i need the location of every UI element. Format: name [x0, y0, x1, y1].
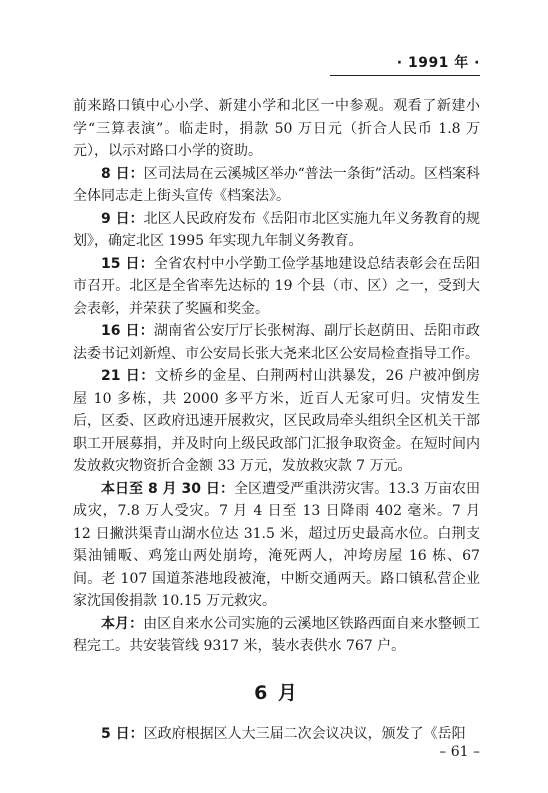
entry-paragraph [73, 613, 480, 658]
entry-text: 北区人民政府发布《岳阳市北区实施九年义务教育的规划》，确定北区 1995 年实现九年制义务教育。 [73, 210, 481, 249]
entry-date-label: 本月： [101, 615, 144, 632]
month-heading: 6 月 [254, 681, 299, 704]
entry-paragraph [73, 163, 480, 208]
header-year-label: · 1991 年 · [396, 55, 480, 71]
entry-date-label: 5 日： [101, 725, 144, 742]
entry-paragraph [73, 478, 480, 613]
entry-date-label: 本日至 8 月 30 日： [101, 480, 234, 497]
entry-text: 全省农村中小学勤工俭学基地建设总结表彰会在岳阳市召开。北区是全省率先达标的 19 个县（市、区）之一，受到大会表彰，并荣获了奖匾和奖金。 [73, 255, 481, 317]
entry-paragraph [73, 95, 480, 163]
entry-date-label: 8 日： [101, 165, 144, 182]
entry-date-label: 9 日： [101, 210, 144, 227]
entry-text: 由区自来水公司实施的云溪地区铁路西面自来水整顿工程完工。共安装管线 9317 米，装水表供水 767 户。 [73, 615, 481, 654]
page-body [73, 95, 480, 745]
entry-paragraph [73, 208, 480, 253]
entry-text: 全区遭受严重洪涝灾害。13.3 万亩农田成灾，7.8 万人受灾。7 月 4 日至 13 日降雨 402 毫米。7 月 12 日撇洪渠青山湖水位达 31.5 米，超过历史最高水位。白荆支渠油铺畈、鸡笼山两处崩垮，淹死两人，冲垮房屋 16 栋、67 间。老 107 国道茶港地段被淹，中断交通两天。路口镇私营企业家沈国俊捐款 10.15 万元救灾。 [73, 480, 480, 609]
entry-text: 区司法局在云溪城区举办“普法一条街”活动。区档案科全体同志走上街头宣传《档案法》。 [73, 165, 480, 204]
entries-after-month [73, 723, 480, 746]
entry-date-label: 21 日： [101, 368, 155, 384]
entry-text: 前来路口镇中心小学、新建小学和北区一中参观。观看了新建小学“三算表演”。临走时，捐款 50 万日元（折合人民币 1.8 万元），以示对路口小学的资助。 [73, 98, 480, 159]
entry-text: 文桥乡的金星、白荆两村山洪暴发，26 户被冲倒房屋 10 多栋，共 2000 多平方米，近百人无家可归。灾情发生后，区委、区政府迅速开展救灾，区民政局牵头组织全区机关干部职工开展募捐，并及时向上级民政部门汇报争取资金。在短时间内发放救灾物资折合金额 33 万元，发放救灾款 7 万元。 [73, 368, 480, 474]
entry-paragraph [73, 365, 480, 478]
entry-paragraph [73, 320, 480, 365]
entry-text: 湖南省公安厅厅长张树海、副厅长赵荫田、岳阳市政法委书记刘新煌、市公安局长张大尧来北区公安局检查指导工作。 [73, 323, 481, 362]
entry-date-label: 16 日： [101, 323, 154, 339]
header-rule [330, 75, 480, 76]
running-header [330, 52, 480, 72]
entry-paragraph [73, 723, 480, 746]
entry-date-label: 15 日： [101, 255, 154, 272]
entries-before-month [73, 95, 480, 658]
entry-paragraph [73, 253, 480, 321]
page-number: – 61 – [439, 744, 480, 760]
entry-text: 区政府根据区人大三届二次会议决议，颁发了《岳阳 [143, 725, 466, 742]
